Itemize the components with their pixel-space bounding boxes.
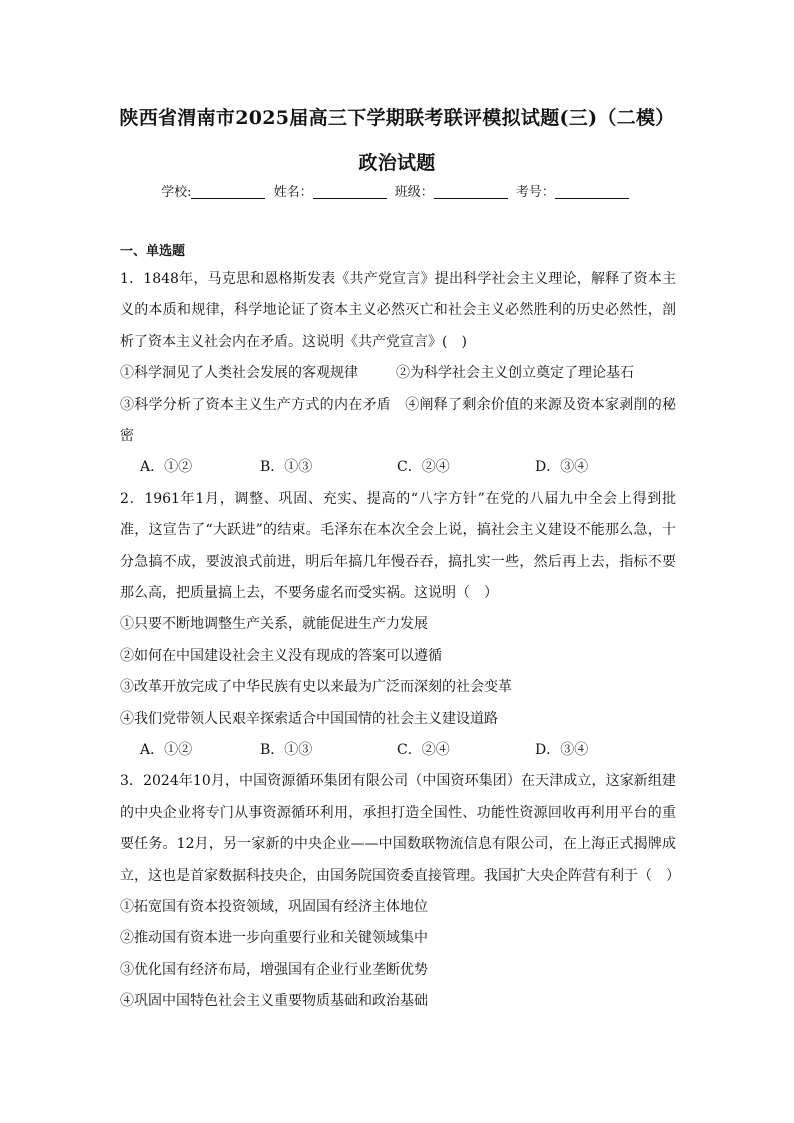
question-2 — [120, 484, 676, 767]
statement: ③优化国有经济布局，增强国有企业行业垄断优势 — [120, 961, 428, 978]
class-label: 班级： — [394, 185, 434, 200]
exam-subject: 政治试题 — [358, 152, 436, 174]
statement: ①拓宽国有资本投资领域，巩固国有经济主体地位 — [120, 899, 428, 916]
statement: ③科学分析了资本主义生产方式的内在矛盾 — [120, 396, 391, 413]
exam-title: 陕西省渭南市2025届高三下学期联考联评模拟试题(三)（二模） — [119, 107, 675, 129]
statement: ②推动国有资本进一步向重要行业和关键领域集中 — [120, 930, 428, 947]
statement-row — [120, 358, 676, 389]
options-row — [120, 735, 676, 766]
option-a[interactable]: A．①② — [140, 742, 193, 758]
question-stem: 1．1848年，马克思和恩格斯发表《共产党宣言》提出科学社会主义理论，解释了资本主义的本质和规律，科学地论证了资本主义必然灭亡和社会主义必然胜利的历史必然性，剖析了资本主义社会内在矛盾。这说明《共产党宣言》( ) — [120, 271, 676, 350]
option-b[interactable]: B．①③ — [260, 742, 313, 758]
option-d[interactable]: D．③④ — [535, 742, 589, 758]
statement: ③改革开放完成了中华民族有史以来最为广泛而深刻的社会变革 — [120, 679, 512, 696]
option-a[interactable]: A．①② — [140, 459, 193, 476]
question-1 — [120, 264, 676, 484]
statement: ④巩固中国特色社会主义重要物质基础和政治基础 — [120, 993, 428, 1010]
option-c[interactable]: C．②④ — [397, 742, 450, 758]
option-d[interactable]: D．③④ — [535, 459, 589, 476]
options-row — [120, 452, 676, 483]
class-blank[interactable] — [434, 184, 508, 199]
option-b[interactable]: B．①③ — [260, 459, 313, 476]
name-blank[interactable] — [313, 184, 387, 199]
option-c[interactable]: C．②④ — [397, 459, 450, 476]
exam-number-blank[interactable] — [555, 184, 629, 199]
name-label: 姓名： — [273, 185, 313, 200]
school-blank[interactable] — [191, 184, 265, 199]
exam-content — [120, 240, 680, 1018]
statement: ④我们党带领人民艰辛探索适合中国国情的社会主义建设道路 — [120, 710, 498, 727]
question-3 — [120, 766, 680, 1017]
question-stem: 3．2024年10月，中国资源循环集团有限公司（中国资环集团）在天津成立，这家新组建的中央企业将专门从事资源循环利用，承担打造全国性、功能性资源回收再利用平台的重要任务。12月，另一家新的中央企业——中国数联物流信息有限公司，在上海正式揭牌成立，这也是首家数据科技央企，由国务院国资委直接管理。我国扩大央企阵营有利于（ ） — [120, 773, 680, 884]
statement: ①只要不断地调整生产关系，就能促进生产力发展 — [120, 616, 428, 633]
statement: ②为科学社会主义创立奠定了理论基石 — [396, 365, 634, 382]
school-label: 学校: — [161, 185, 192, 200]
statement: ②如何在中国建设社会主义没有现成的答案可以遵循 — [120, 647, 442, 664]
student-info-row — [0, 181, 794, 200]
statement: ①科学洞见了人类社会发展的客观规律 — [120, 365, 358, 382]
statement-row — [120, 390, 676, 453]
exam-number-label: 考号： — [515, 185, 555, 200]
section-heading: 一、单选题 — [120, 244, 186, 259]
question-stem: 2．1961年1月，调整、巩固、充实、提高的“八字方针”在党的八届九中全会上得到批准，这宣告了“大跃进”的结束。毛泽东在本次全会上说，搞社会主义建设不能那么急，十分急搞不成，要波浪式前进，明后年搞几年慢吞吞，搞扎实一些，然后再上去，指标不要那么高，把质量搞上去，不要务虚名而受实祸。这说明（ ） — [120, 490, 676, 602]
statement: ④阐释了剩余价值的来源及资本家剥削的秘密 — [120, 396, 676, 445]
